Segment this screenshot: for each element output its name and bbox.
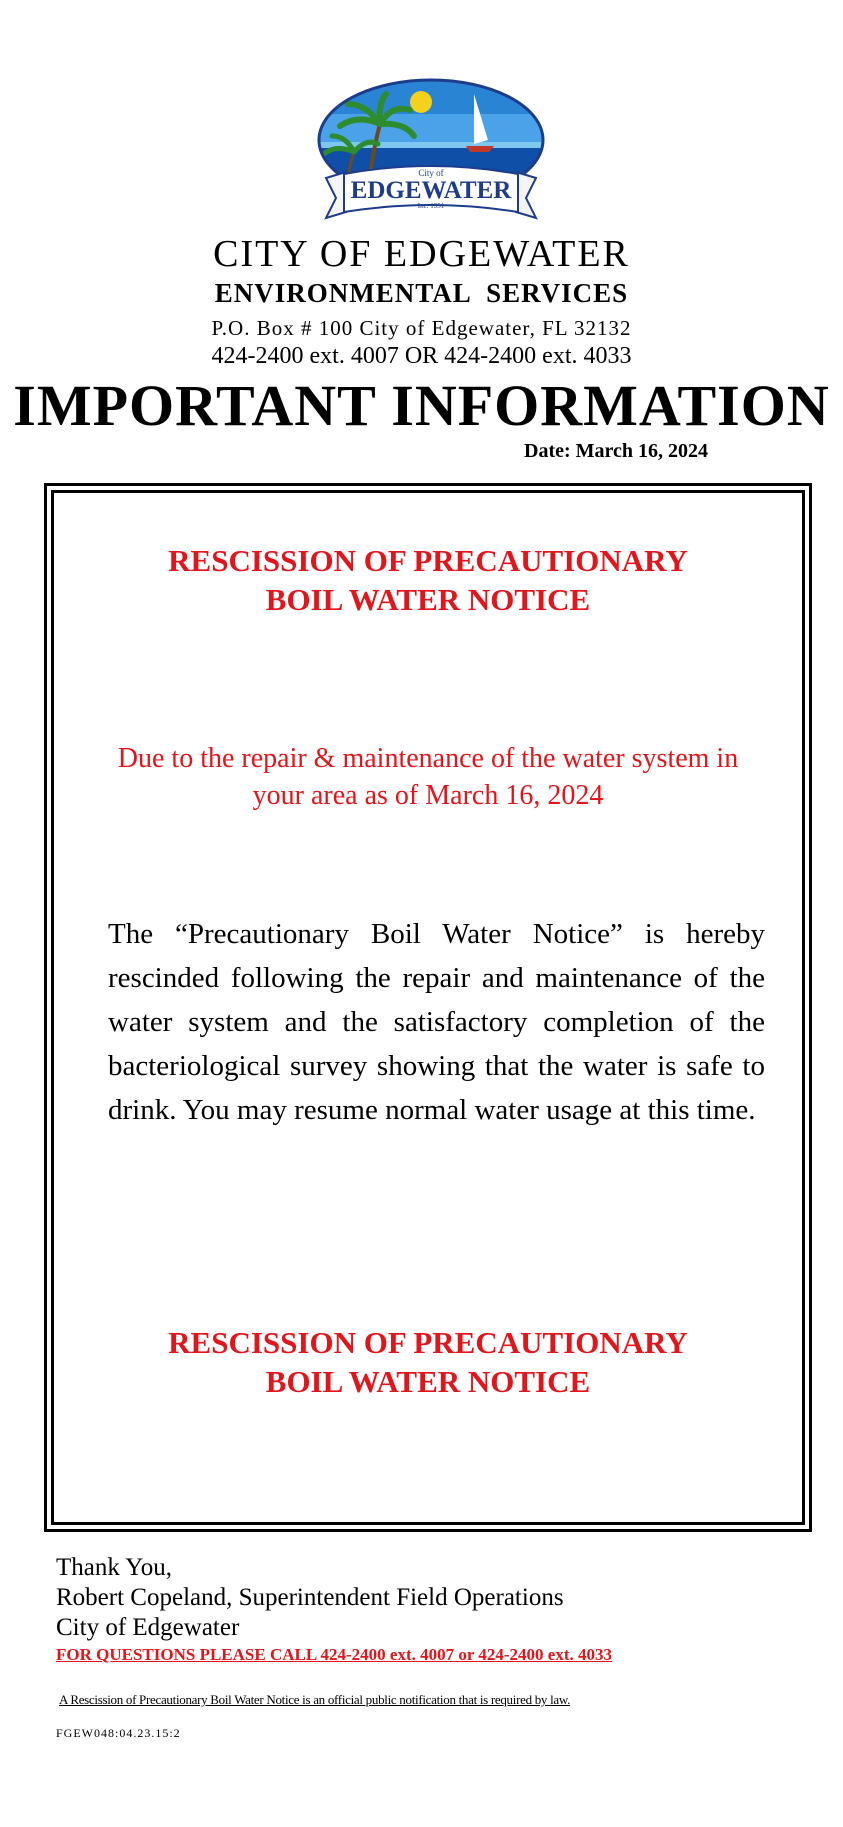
department-name: ENVIRONMENTAL SERVICES xyxy=(214,278,629,308)
notice-title-bottom xyxy=(51,1323,805,1401)
signer-name: Robert Copeland, Superintendent Field Operations xyxy=(56,1584,564,1611)
logo-top-text: City of xyxy=(418,168,444,178)
legal-disclaimer: A Rescission of Precautionary Boil Water Notice is an official public notification that is required by law. xyxy=(59,1692,571,1707)
notice-title-top xyxy=(51,541,805,619)
notice-title-top-line1: RESCISSION OF PRECAUTIONARY xyxy=(168,543,688,578)
notice-subtitle xyxy=(51,740,805,814)
logo-bottom-text: Inc. 1951 xyxy=(417,202,445,210)
notice-title-top-line2: BOIL WATER NOTICE xyxy=(265,582,591,617)
notice-subtitle-line1: Due to the repair & maintenance of the water system in xyxy=(117,743,739,774)
contact-phones: 424-2400 ext. 4007 OR 424-2400 ext. 4033 xyxy=(211,343,632,369)
notice-body: The “Precautionary Boil Water Notice” is hereby rescinded following the repair and maintenance of the water system and the satisfactory completion of the bacteriological survey showing that the water is safe to drink. You may resume normal water usage at this time. xyxy=(108,918,765,1126)
notice-date: Date: March 16, 2024 xyxy=(524,440,709,462)
signer-org: City of Edgewater xyxy=(56,1614,240,1641)
notice-subtitle-line2: your area as of March 16, 2024 xyxy=(252,780,604,811)
form-code: FGEW048:04.23.15:2 xyxy=(56,1726,181,1740)
questions-callout: FOR QUESTIONS PLEASE CALL 424-2400 ext. 4007 or 424-2400 ext. 4033 xyxy=(56,1645,612,1664)
logo-city-name: EDGEWATER xyxy=(350,177,512,204)
closing-thanks: Thank You, xyxy=(56,1554,172,1581)
page-headline: IMPORTANT INFORMATION xyxy=(13,373,830,438)
notice-title-bottom-line2: BOIL WATER NOTICE xyxy=(265,1364,591,1399)
mailing-address: P.O. Box # 100 City of Edgewater, FL 32132 xyxy=(211,316,632,340)
city-logo xyxy=(306,74,556,234)
org-name: CITY OF EDGEWATER xyxy=(213,233,630,275)
notice-title-bottom-line1: RESCISSION OF PRECAUTIONARY xyxy=(168,1325,688,1360)
